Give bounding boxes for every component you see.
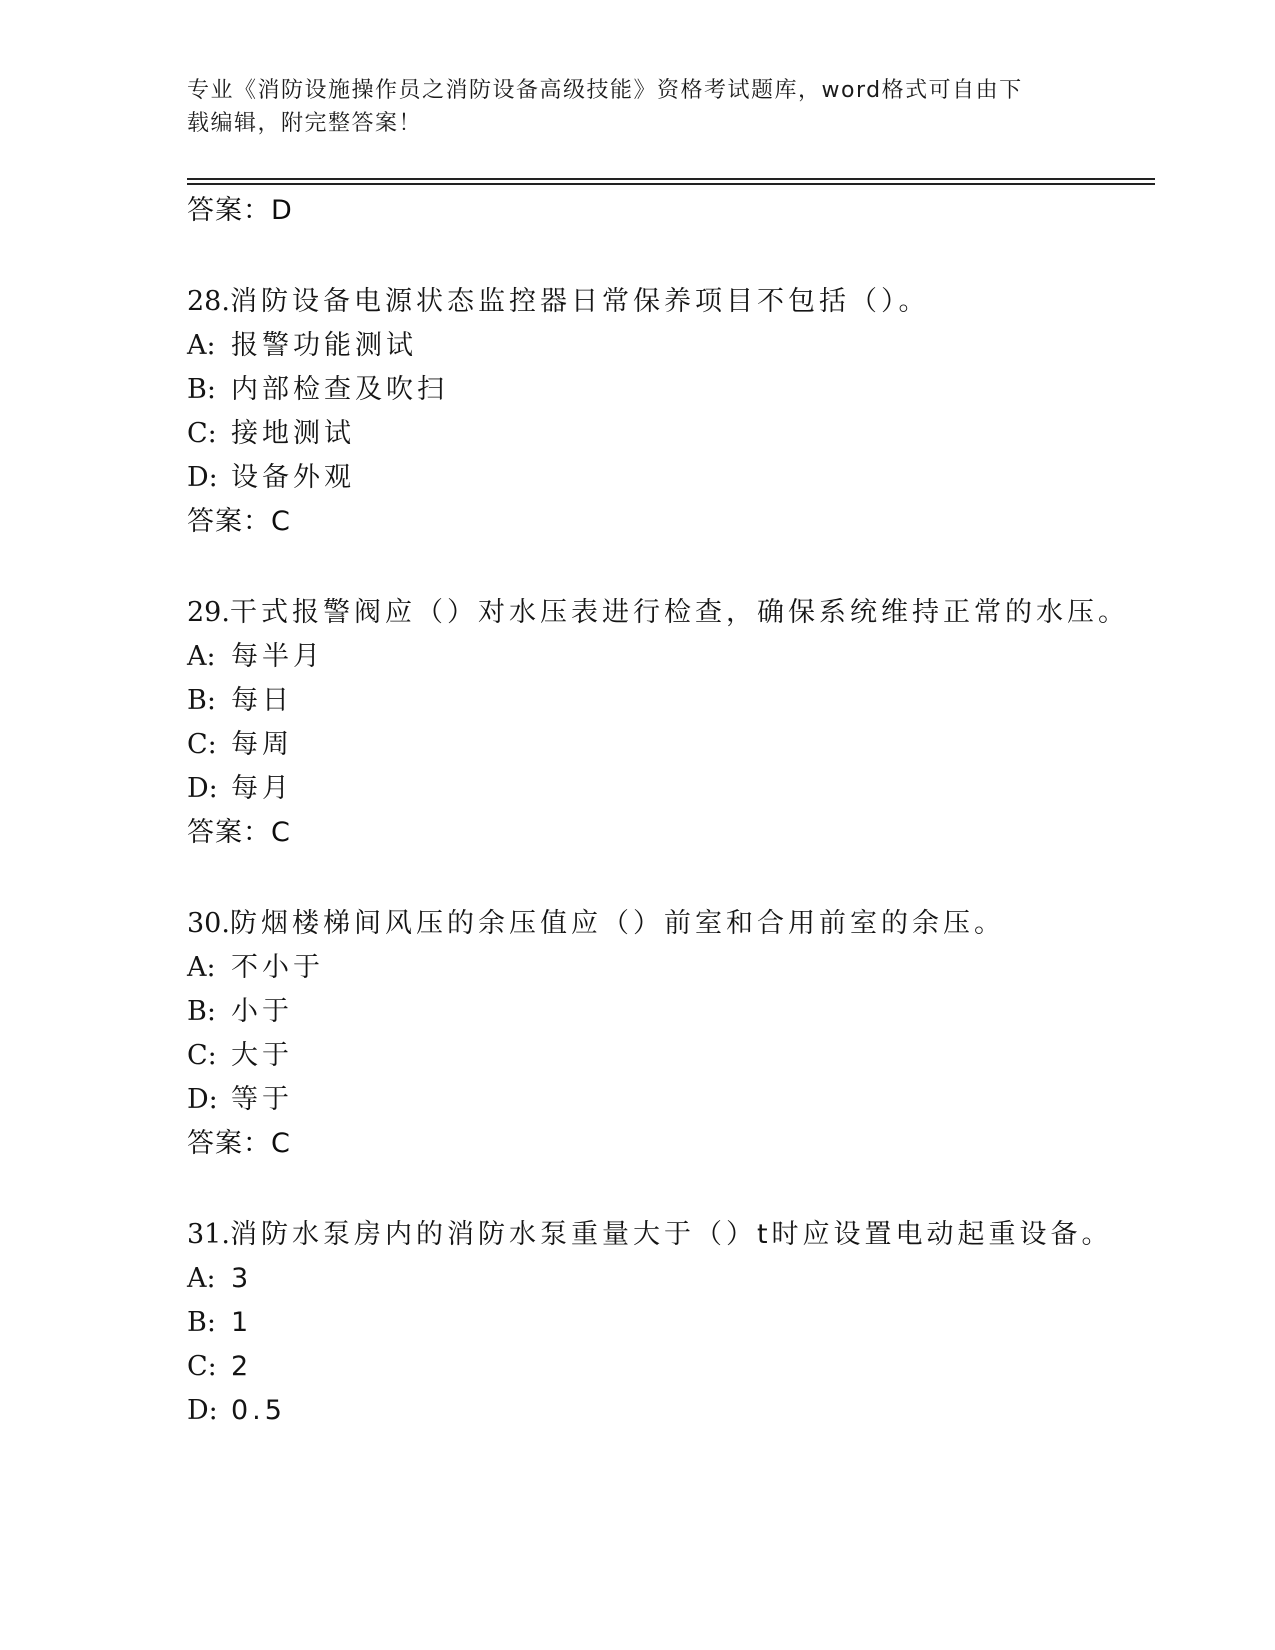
option-text: 不小于	[231, 952, 324, 983]
option-c	[187, 1351, 252, 1383]
header-divider-top	[187, 178, 1155, 180]
question-text: 消防设备电源状态监控器日常保养项目不包括（）。	[229, 286, 930, 317]
option-b	[187, 685, 293, 717]
option-b	[187, 374, 448, 406]
option-d	[187, 1395, 286, 1427]
question-29	[187, 597, 1129, 629]
option-key: C:	[187, 1351, 217, 1382]
option-text: 报警功能测试	[231, 330, 417, 361]
option-text: 1	[231, 1307, 253, 1338]
question-text: 消防水泵房内的消防水泵重量大于（）t时应设置电动起重设备。	[229, 1219, 1113, 1250]
answer-line: 答案：D	[187, 195, 293, 226]
option-key: C:	[187, 418, 217, 449]
option-text: 设备外观	[231, 462, 355, 493]
option-b	[187, 996, 293, 1028]
question-number: 28.	[187, 286, 230, 317]
option-key: A:	[187, 1263, 216, 1294]
header-line-1: 专业《消防设施操作员之消防设备高级技能》资格考试题库，word格式可自由下	[187, 78, 1023, 103]
option-text: 接地测试	[231, 418, 355, 449]
option-key: B:	[187, 996, 216, 1027]
option-d	[187, 773, 293, 805]
option-c	[187, 729, 293, 761]
header-line-2: 载编辑，附完整答案！	[187, 111, 423, 136]
question-text: 干式报警阀应（）对水压表进行检查，确保系统维持正常的水压。	[229, 597, 1129, 628]
option-c	[187, 418, 355, 450]
option-text: 小于	[231, 996, 293, 1027]
option-key: C:	[187, 1040, 217, 1071]
option-a	[187, 330, 417, 362]
question-number: 31.	[187, 1219, 230, 1250]
option-key: D:	[187, 462, 218, 493]
option-a	[187, 1263, 252, 1295]
option-key: D:	[187, 773, 218, 804]
option-key: A:	[187, 641, 216, 672]
option-key: D:	[187, 1084, 218, 1115]
option-key: D:	[187, 1395, 218, 1426]
option-a	[187, 641, 324, 673]
option-text: 每周	[231, 729, 293, 760]
option-text: 2	[231, 1351, 253, 1382]
option-c	[187, 1040, 293, 1072]
option-key: C:	[187, 729, 217, 760]
answer-line: 答案：C	[187, 506, 291, 537]
option-key: A:	[187, 330, 216, 361]
question-number: 29.	[187, 597, 230, 628]
option-key: B:	[187, 374, 216, 405]
option-text: 3	[231, 1263, 253, 1294]
option-b	[187, 1307, 252, 1339]
option-a	[187, 952, 324, 984]
option-text: 每月	[231, 773, 293, 804]
option-text: 每半月	[231, 641, 324, 672]
option-text: 等于	[231, 1084, 293, 1115]
document-header	[187, 74, 1067, 140]
option-text: 大于	[231, 1040, 293, 1071]
question-31	[187, 1219, 1113, 1251]
option-d	[187, 462, 355, 494]
question-text: 防烟楼梯间风压的余压值应（）前室和合用前室的余压。	[229, 908, 1005, 939]
option-key: B:	[187, 685, 216, 716]
option-text: 0.5	[231, 1395, 286, 1426]
option-d	[187, 1084, 293, 1116]
answer-line: 答案：C	[187, 1128, 291, 1159]
option-key: B:	[187, 1307, 216, 1338]
answer-line: 答案：C	[187, 817, 291, 848]
question-28	[187, 286, 929, 318]
option-text: 每日	[231, 685, 293, 716]
option-text: 内部检查及吹扫	[231, 374, 448, 405]
header-divider-bottom	[187, 183, 1155, 185]
question-number: 30.	[187, 908, 230, 939]
option-key: A:	[187, 952, 216, 983]
question-30	[187, 908, 1005, 940]
